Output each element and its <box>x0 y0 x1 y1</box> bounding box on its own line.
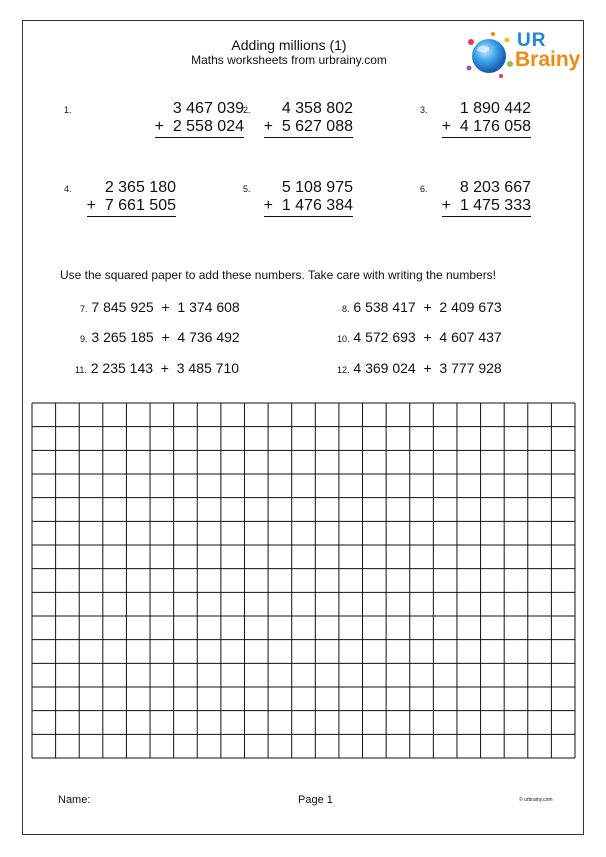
globe-icon <box>463 28 523 82</box>
problem-bottom-number: + 1 476 384 <box>264 197 353 217</box>
sum-expression: 4 572 693 + 4 607 437 <box>353 329 502 345</box>
problem-number: 10. <box>337 334 350 344</box>
column-problem <box>243 100 353 150</box>
name-label: Name: <box>58 794 91 806</box>
sum-expression: 2 235 143 + 3 485 710 <box>90 360 240 376</box>
logo-text-brainy: Brainy <box>515 48 581 71</box>
sum-expression: 6 538 417 + 2 409 673 <box>353 299 502 315</box>
problem-number: 12. <box>337 365 350 375</box>
problem-number: 6. <box>420 184 428 194</box>
problem-number: 1. <box>64 105 72 115</box>
sum-problem <box>337 329 502 345</box>
instruction-text: Use the squared paper to add these numbers. Take care with writing the numbers! <box>60 268 497 282</box>
sum-expression: 3 265 185 + 4 736 492 <box>91 329 240 345</box>
problem-number: 8. <box>342 304 350 314</box>
sum-expression: 7 845 925 + 1 374 608 <box>91 299 240 315</box>
column-problem <box>420 100 531 150</box>
squared-paper-grid <box>31 402 576 759</box>
problem-number: 9. <box>80 334 88 344</box>
sum-problem <box>80 299 240 315</box>
problem-number: 11. <box>75 365 87 375</box>
problem-number: 4. <box>64 184 72 194</box>
column-problem <box>420 179 531 229</box>
copyright-text: © urbrainy.com <box>519 797 553 803</box>
problem-top-number: 5 108 975 <box>281 179 353 196</box>
urbrainy-logo <box>463 28 583 82</box>
problem-top-number: 3 467 039 <box>172 100 244 117</box>
column-problem <box>64 100 244 150</box>
problem-bottom-number: + 4 176 058 <box>442 118 531 138</box>
problem-top-number: 1 890 442 <box>459 100 531 117</box>
sum-problem <box>75 360 239 376</box>
problem-number: 2. <box>243 105 251 115</box>
problem-number: 3. <box>420 105 428 115</box>
worksheet-title: Adding millions (1) <box>231 37 347 53</box>
problem-bottom-number: + 7 661 505 <box>87 197 176 217</box>
column-problem <box>243 179 353 229</box>
column-problem <box>64 179 176 229</box>
problem-bottom-number: + 2 558 024 <box>155 118 244 138</box>
problem-top-number: 2 365 180 <box>104 179 176 196</box>
problem-top-number: 4 358 802 <box>281 100 353 117</box>
sum-problem <box>337 360 502 376</box>
problem-number: 5. <box>243 184 251 194</box>
worksheet-subtitle: Maths worksheets from urbrainy.com <box>191 53 387 67</box>
problem-number: 7. <box>80 304 88 314</box>
problem-bottom-number: + 1 475 333 <box>442 197 531 217</box>
sum-problem <box>342 299 502 315</box>
page-number: Page 1 <box>298 794 333 806</box>
logo-text-ur: UR <box>517 30 547 51</box>
sum-problem <box>80 329 240 345</box>
sum-expression: 4 369 024 + 3 777 928 <box>353 360 502 376</box>
problem-bottom-number: + 5 627 088 <box>264 118 353 138</box>
problem-top-number: 8 203 667 <box>459 179 531 196</box>
